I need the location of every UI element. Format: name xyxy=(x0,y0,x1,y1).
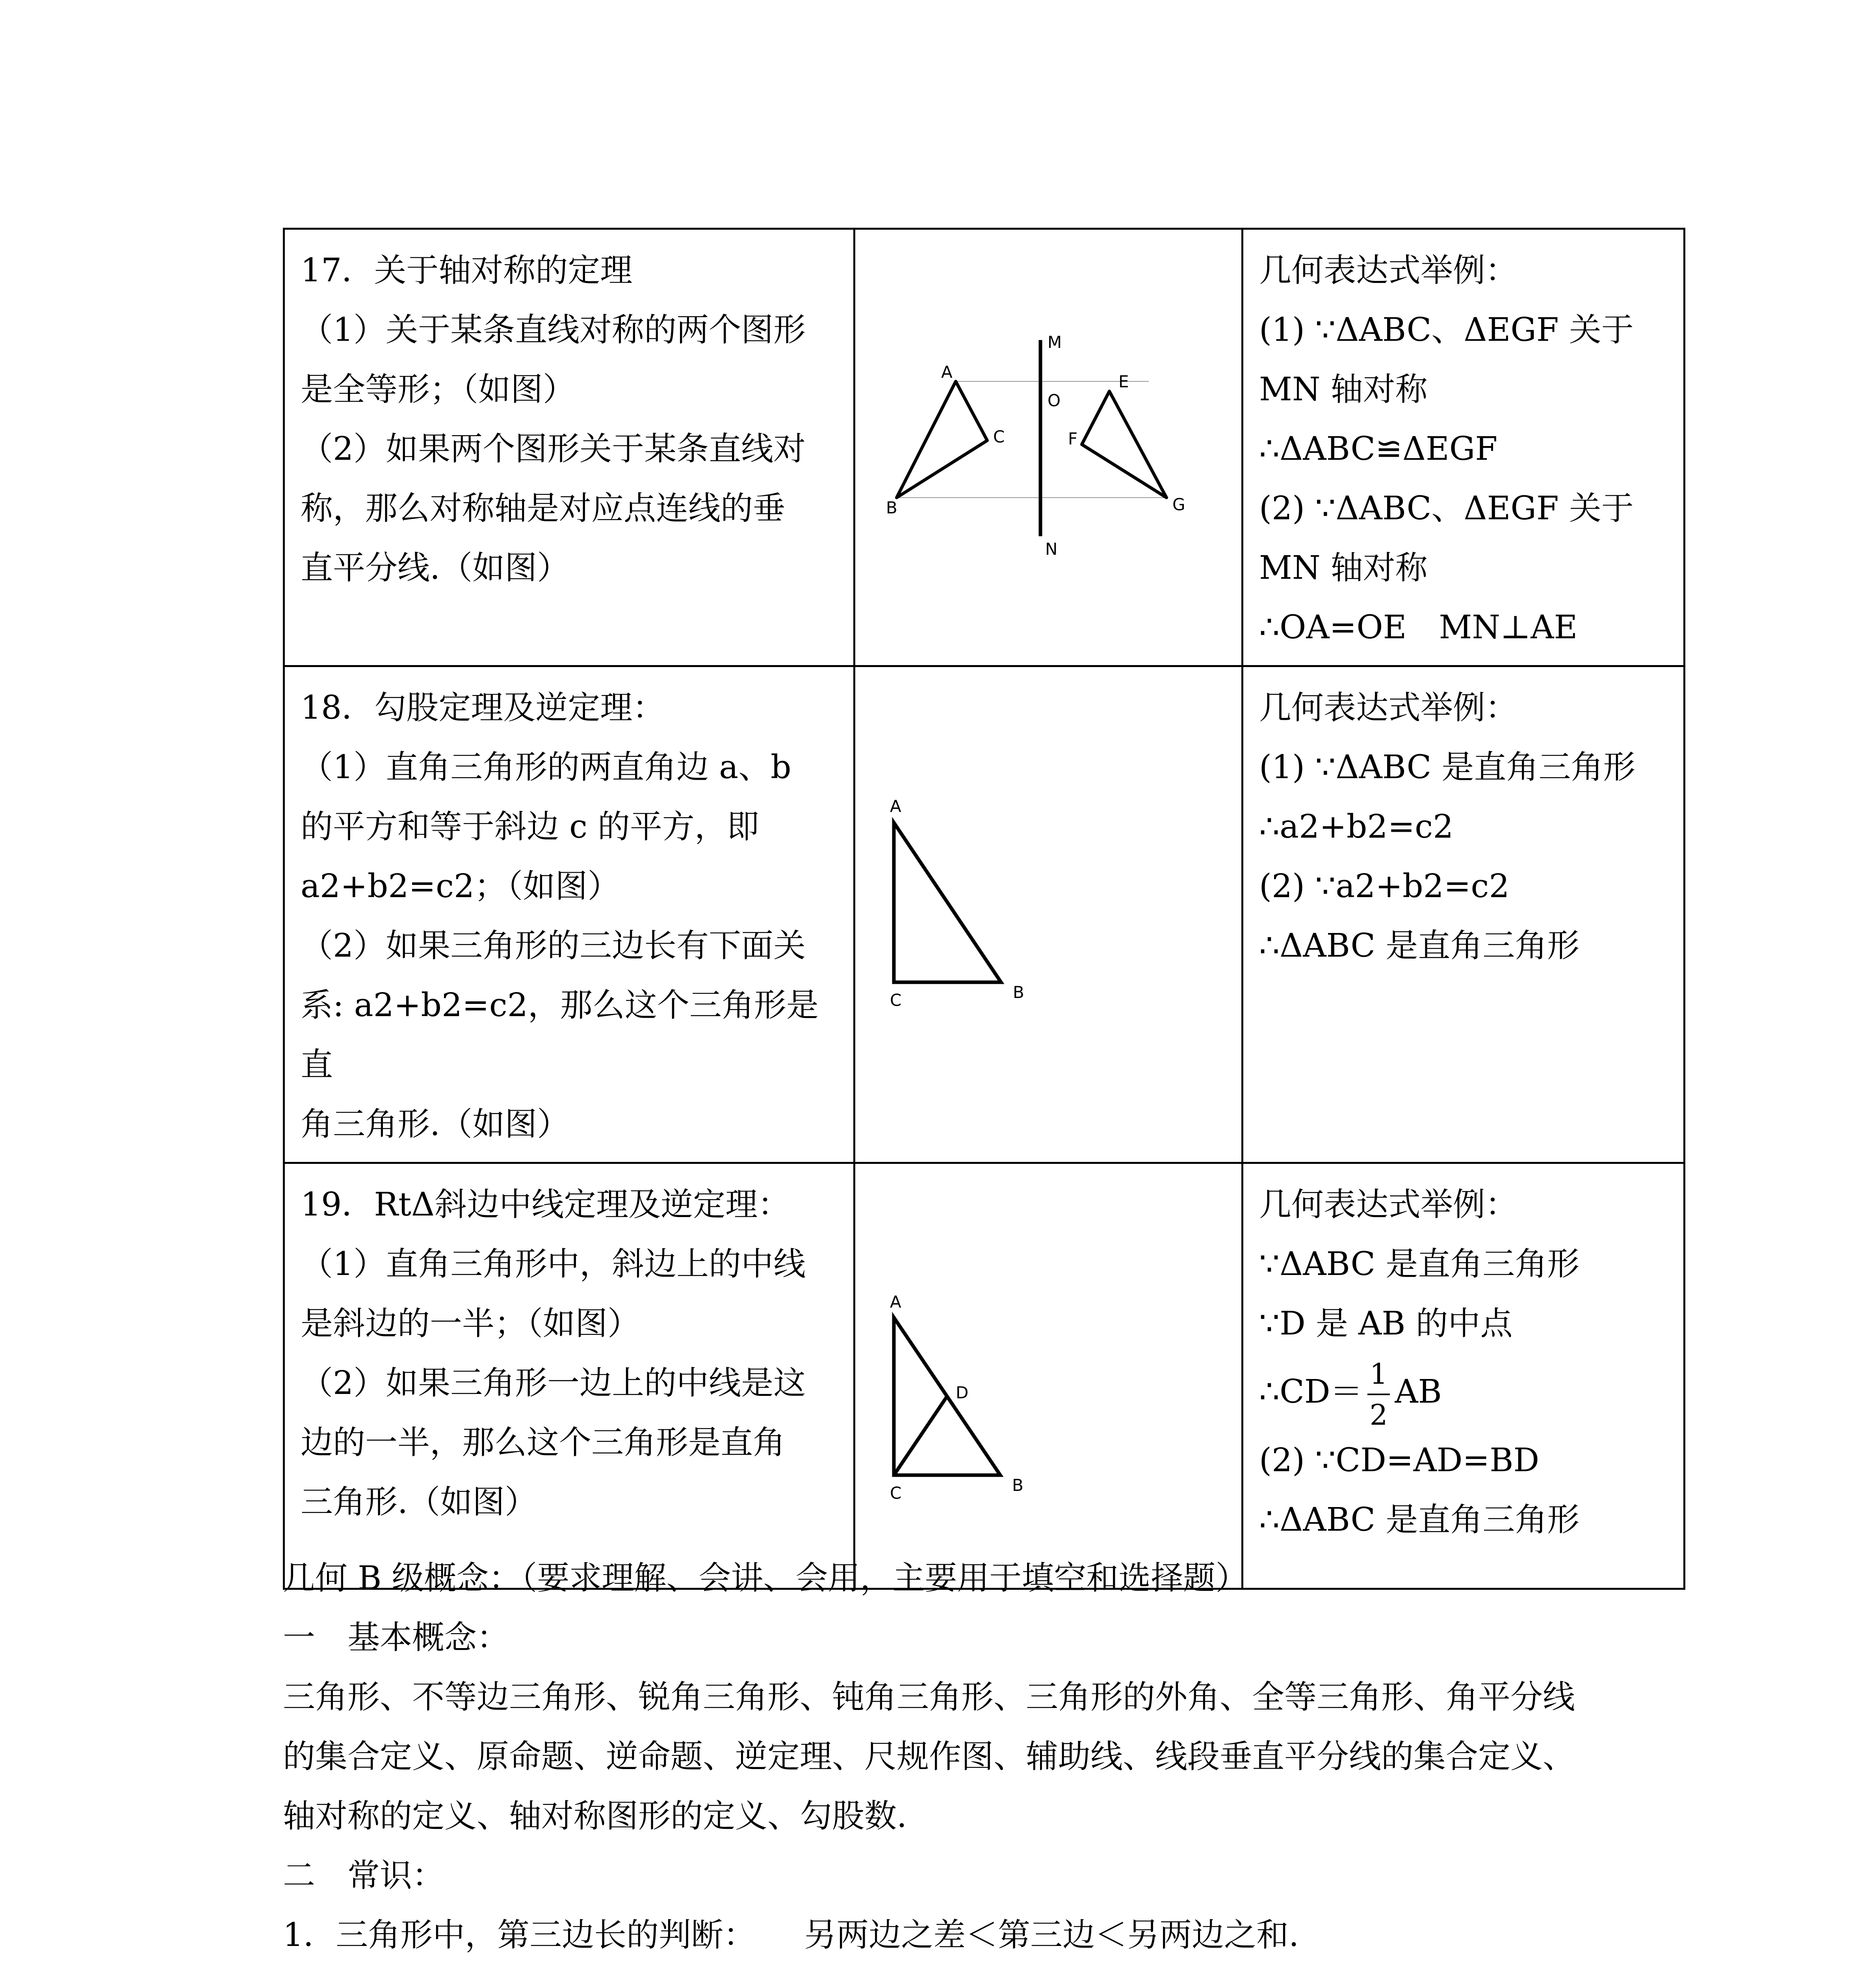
table-row xyxy=(284,666,1685,1163)
right-triangle-figure xyxy=(854,666,1243,1163)
table-row xyxy=(284,1163,1685,1589)
label-a: A xyxy=(941,362,953,382)
theorem-description: 18．勾股定理及逆定理： （1）直角三角形的两直角边 a、b 的平方和等于斜边 c 的平方，即 a2+b2=c2；（如图） （2）如果三角形的三边长有下面关 系: a2+b2=c2，那么这个三角形是直 角三角形.（如图） xyxy=(284,666,854,1163)
theorem-description: 19．RtΔ斜边中线定理及逆定理： （1）直角三角形中，斜边上的中线 是斜边的一半；（如图） （2）如果三角形一边上的中线是这 边的一半，那么这个三角形是直角 三角形.（如图） xyxy=(284,1163,854,1589)
table-row xyxy=(284,229,1685,666)
theorem-title: 17．关于轴对称的定理 xyxy=(301,252,633,289)
label-a: A xyxy=(890,1292,901,1312)
expression-example: 几何表达式举例： (1) ∵ΔABC 是直角三角形 ∴a2+b2=c2 (2) ∵a2+b2=c2 ∴ΔABC 是直角三角形 xyxy=(1243,666,1685,1163)
basic-concepts-title: 一 基本概念： xyxy=(283,1619,509,1656)
label-c: C xyxy=(890,991,902,1010)
common-knowledge-title: 二 常识： xyxy=(283,1857,445,1894)
right-triangle-diagram xyxy=(855,667,1243,1072)
label-g: G xyxy=(1172,495,1185,514)
section-b-concepts xyxy=(283,1548,1583,1970)
label-e: E xyxy=(1118,372,1129,391)
label-c: C xyxy=(890,1483,902,1503)
theorem-title: 19．RtΔ斜边中线定理及逆定理： xyxy=(301,1186,790,1223)
list-item xyxy=(283,1965,1583,1970)
theorem-table xyxy=(283,228,1685,1590)
label-f: F xyxy=(1068,429,1078,448)
theorem-description: 17．关于轴对称的定理 （1）关于某条直线对称的两个图形 是全等形；（如图） （2）如果两个图形关于某条直线对 称，那么对称轴是对应点连线的垂 直平分线.（如图） xyxy=(284,229,854,666)
label-b: B xyxy=(1013,983,1024,1002)
label-b: B xyxy=(1012,1476,1023,1495)
fraction-line: ∴CD＝ $\frac{1}{2}$ AB xyxy=(1259,1357,1442,1431)
axis-symmetry-diagram xyxy=(855,230,1243,635)
theorem-title: 18．勾股定理及逆定理： xyxy=(301,689,665,727)
label-m: M xyxy=(1048,333,1062,352)
label-o: O xyxy=(1048,391,1061,410)
label-c: C xyxy=(993,427,1005,446)
axis-symmetry-figure xyxy=(854,229,1243,666)
fraction: $\frac{1}{2}$ xyxy=(1367,1360,1390,1429)
median-triangle-figure xyxy=(854,1163,1243,1589)
expression-example: 几何表达式举例： ∵ΔABC 是直角三角形 ∵D 是 AB 的中点 ∴CD＝ $\frac{1}{2}$ AB (2) ∵CD=AD=BD ∴ΔABC 是直角三角形 xyxy=(1243,1163,1685,1589)
label-a: A xyxy=(890,797,901,816)
section-heading: 几何 B 级概念：（要求理解、会讲、会用，主要用于填空和选择题） xyxy=(283,1559,1248,1597)
median-triangle-diagram xyxy=(855,1164,1243,1569)
label-n: N xyxy=(1045,539,1058,559)
list-item: 1．三角形中，第三边长的判断： 另两边之差＜第三边＜另两边之和. xyxy=(283,1916,1299,1954)
expression-example: 几何表达式举例： (1) ∵ΔABC、ΔEGF 关于 MN 轴对称 ∴ΔABC≌ΔEGF (2) ∵ΔABC、ΔEGF 关于 MN 轴对称 ∴OA=OE MN⊥AE xyxy=(1243,229,1685,666)
basic-concepts-text: 三角形、不等边三角形、锐角三角形、钝角三角形、三角形的外角、全等三角形、角平分线的集合定义、原命题、逆命题、逆定理、尺规作图、辅助线、线段垂直平分线的集合定义、轴对称的定义、轴对称图形的定义、勾股数. xyxy=(283,1678,1575,1835)
label-d: D xyxy=(956,1383,969,1402)
label-b: B xyxy=(886,498,897,517)
